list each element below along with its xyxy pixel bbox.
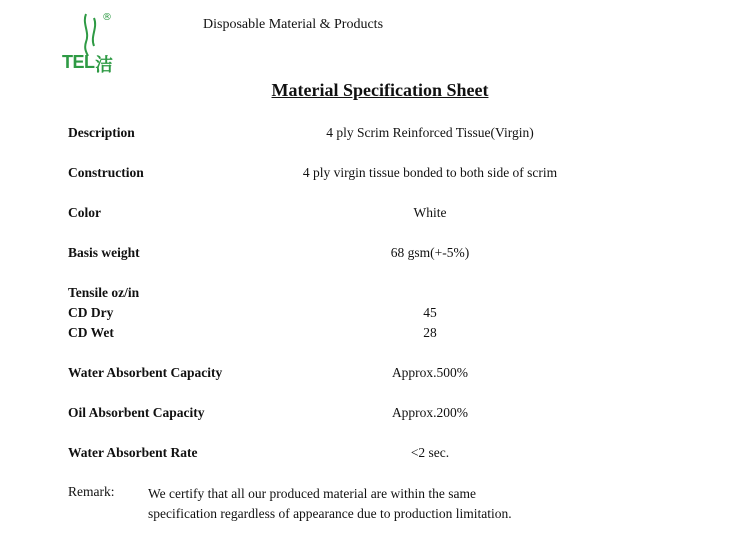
spec-value-description: 4 ply Scrim Reinforced Tissue(Virgin) [326, 125, 534, 140]
spec-label-water-absorbent-rate: Water Absorbent Rate [68, 445, 198, 460]
spec-value-cd-dry: 45 [423, 305, 437, 320]
spec-label-description: Description [68, 125, 135, 140]
spec-label-cd-dry: CD Dry [68, 305, 114, 320]
spec-label-cd-wet: CD Wet [68, 325, 114, 340]
logo-swoosh-icon [80, 12, 104, 56]
spec-label-basis-weight: Basis weight [68, 245, 140, 260]
spec-value-water-absorbent-capacity: Approx.500% [391, 365, 469, 380]
spec-value-color: White [413, 205, 447, 220]
company-name: Disposable Material & Products [203, 17, 384, 32]
company-logo [62, 12, 122, 74]
registered-mark: ® [102, 12, 112, 23]
spec-label-oil-absorbent-capacity: Oil Absorbent Capacity [68, 405, 205, 420]
spec-value-construction: 4 ply virgin tissue bonded to both side of scrim [302, 165, 558, 180]
spec-value-basis-weight: 68 gsm(+-5%) [390, 245, 470, 260]
remark-label: Remark: [68, 484, 115, 499]
spec-label-construction: Construction [68, 165, 144, 180]
spec-label-tensile: Tensile oz/in [68, 285, 140, 300]
spec-label-water-absorbent-capacity: Water Absorbent Capacity [68, 365, 223, 380]
spec-value-water-absorbent-rate: <2 sec. [410, 445, 450, 460]
spec-value-oil-absorbent-capacity: Approx.200% [391, 405, 469, 420]
page-title: Material Specification Sheet [271, 80, 489, 100]
logo-cjk-text: 洁 [95, 55, 113, 76]
spec-value-cd-wet: 28 [423, 325, 437, 340]
remark-line-1: We certify that all our produced material are within the same [148, 486, 477, 501]
spec-label-color: Color [68, 205, 101, 220]
remark-line-2: specification regardless of appearance due to production limitation. [148, 506, 512, 521]
remark-text [148, 484, 512, 524]
logo-text: TEL [62, 52, 95, 72]
